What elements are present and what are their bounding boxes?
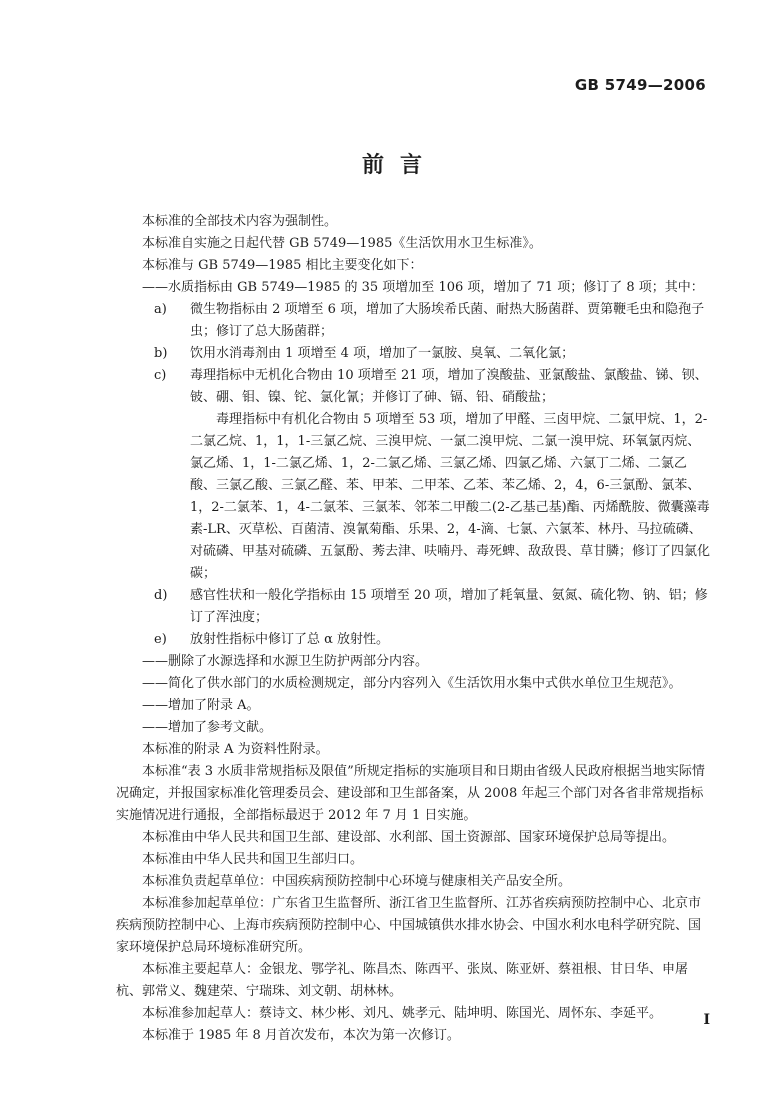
list-text: 饮用水消毒剂由 1 项增至 4 项，增加了一氯胺、臭氧、二氧化氯； xyxy=(190,346,575,361)
document-body xyxy=(116,211,712,1047)
paragraph: 本标准参加起草单位：广东省卫生监督所、浙江省卫生监督所、江苏省疾病预防控制中心、北京市疾病预防控制中心、上海市疾病预防控制中心、中国城镇供水排水协会、中国水利水电科学研究院、国家环境保护总局环境标准研究所。 xyxy=(116,896,702,955)
list-marker: c) xyxy=(154,368,167,383)
list-item xyxy=(116,585,712,629)
paragraph: 本标准“表 3 水质非常规指标及限值”所规定指标的实施项目和日期由省级人民政府根据当地实际情况确定，并报国家标准化管理委员会、建设部和卫生部备案，从 2008 年起三个部门对各省非常规指标实施情况进行通报，全部指标最迟于 2012 年 7 月 1 日实施。 xyxy=(116,764,705,823)
paragraph: 本标准由中华人民共和国卫生部归口。 xyxy=(142,852,364,867)
change-item: ——简化了供水部门的水质检测规定，部分内容列入《生活饮用水集中式供水单位卫生规范》。 xyxy=(142,676,682,691)
paragraph: 本标准与 GB 5749—1985 相比主要变化如下： xyxy=(142,258,423,273)
paragraph: 本标准自实施之日起代替 GB 5749—1985《生活饮用水卫生标准》。 xyxy=(142,236,542,251)
page-number: I xyxy=(703,1012,710,1028)
list-text: 感官性状和一般化学指标由 15 项增至 20 项，增加了耗氧量、氨氮、硫化物、钠、铝；修订了浑浊度； xyxy=(190,588,708,625)
list-item xyxy=(116,365,712,409)
list-subparagraph: 毒理指标中有机化合物由 5 项增至 53 项，增加了甲醛、三卤甲烷、二氯甲烷、1，2-二氯乙烷、1，1，1-三氯乙烷、三溴甲烷、一氯二溴甲烷、二氯一溴甲烷、环氧氯丙烷、氯乙烯、1，1-二氯乙烯、1，2-二氯乙烯、三氯乙烯、四氯乙烯、六氯丁二烯、二氯乙酸、三氯乙酸、三氯乙醛、苯、甲苯、二甲苯、乙苯、苯乙烯、2，4，6-三氯酚、氯苯、1，2-二氯苯、1，4-二氯苯、三氯苯、邻苯二甲酸二(2-乙基己基)酯、丙烯酰胺、微囊藻毒素-LR、灭草松、百菌清、溴氰菊酯、乐果、2，4-滴、七氯、六氯苯、林丹、马拉硫磷、对硫磷、甲基对硫磷、五氯酚、莠去津、呋喃丹、毒死蜱、敌敌畏、草甘膦；修订了四氯化碳； xyxy=(190,412,711,581)
list-item xyxy=(116,629,712,651)
list-marker: e) xyxy=(154,632,167,647)
list-marker: d) xyxy=(154,588,168,603)
list-text: 毒理指标中无机化合物由 10 项增至 21 项，增加了溴酸盐、亚氯酸盐、氯酸盐、锑、钡、铍、硼、钼、镍、铊、氯化氰；并修订了砷、镉、铅、硝酸盐； xyxy=(190,368,708,405)
paragraph: 本标准的附录 A 为资料性附录。 xyxy=(142,742,329,757)
list-marker: b) xyxy=(154,346,168,361)
paragraph: 本标准的全部技术内容为强制性。 xyxy=(142,214,338,229)
list-item xyxy=(116,299,712,343)
list-item xyxy=(116,343,712,365)
page-title: 前言 xyxy=(361,153,438,178)
paragraph: 本标准由中华人民共和国卫生部、建设部、水利部、国土资源部、国家环境保护总局等提出。 xyxy=(142,830,676,845)
change-item: ——增加了附录 A。 xyxy=(142,698,260,713)
change-item: ——删除了水源选择和水源卫生防护两部分内容。 xyxy=(142,654,429,669)
paragraph: 本标准参加起草人：蔡诗文、林少彬、刘凡、姚孝元、陆坤明、陈国光、周怀东、李延平。 xyxy=(142,1006,663,1021)
paragraph: 本标准于 1985 年 8 月首次发布，本次为第一次修订。 xyxy=(142,1028,460,1043)
change-item: ——增加了参考文献。 xyxy=(142,720,273,735)
list-marker: a) xyxy=(154,302,167,317)
paragraph: 本标准负责起草单位：中国疾病预防控制中心环境与健康相关产品安全所。 xyxy=(142,874,572,889)
standard-code: GB 5749—2006 xyxy=(574,76,706,94)
list-text: 放射性指标中修订了总 α 放射性。 xyxy=(190,632,390,647)
list-text: 微生物指标由 2 项增至 6 项，增加了大肠埃希氏菌、耐热大肠菌群、贾第鞭毛虫和隐孢子虫；修订了总大肠菌群； xyxy=(190,302,705,339)
paragraph: 本标准主要起草人：金银龙、鄂学礼、陈昌杰、陈西平、张岚、陈亚妍、蔡祖根、甘日华、申屠杭、郭常义、魏建荣、宁瑞珠、刘文朝、胡林林。 xyxy=(116,962,689,999)
change-item: ——水质指标由 GB 5749—1985 的 35 项增加至 106 项，增加了 71 项；修订了 8 项；其中： xyxy=(142,280,704,295)
